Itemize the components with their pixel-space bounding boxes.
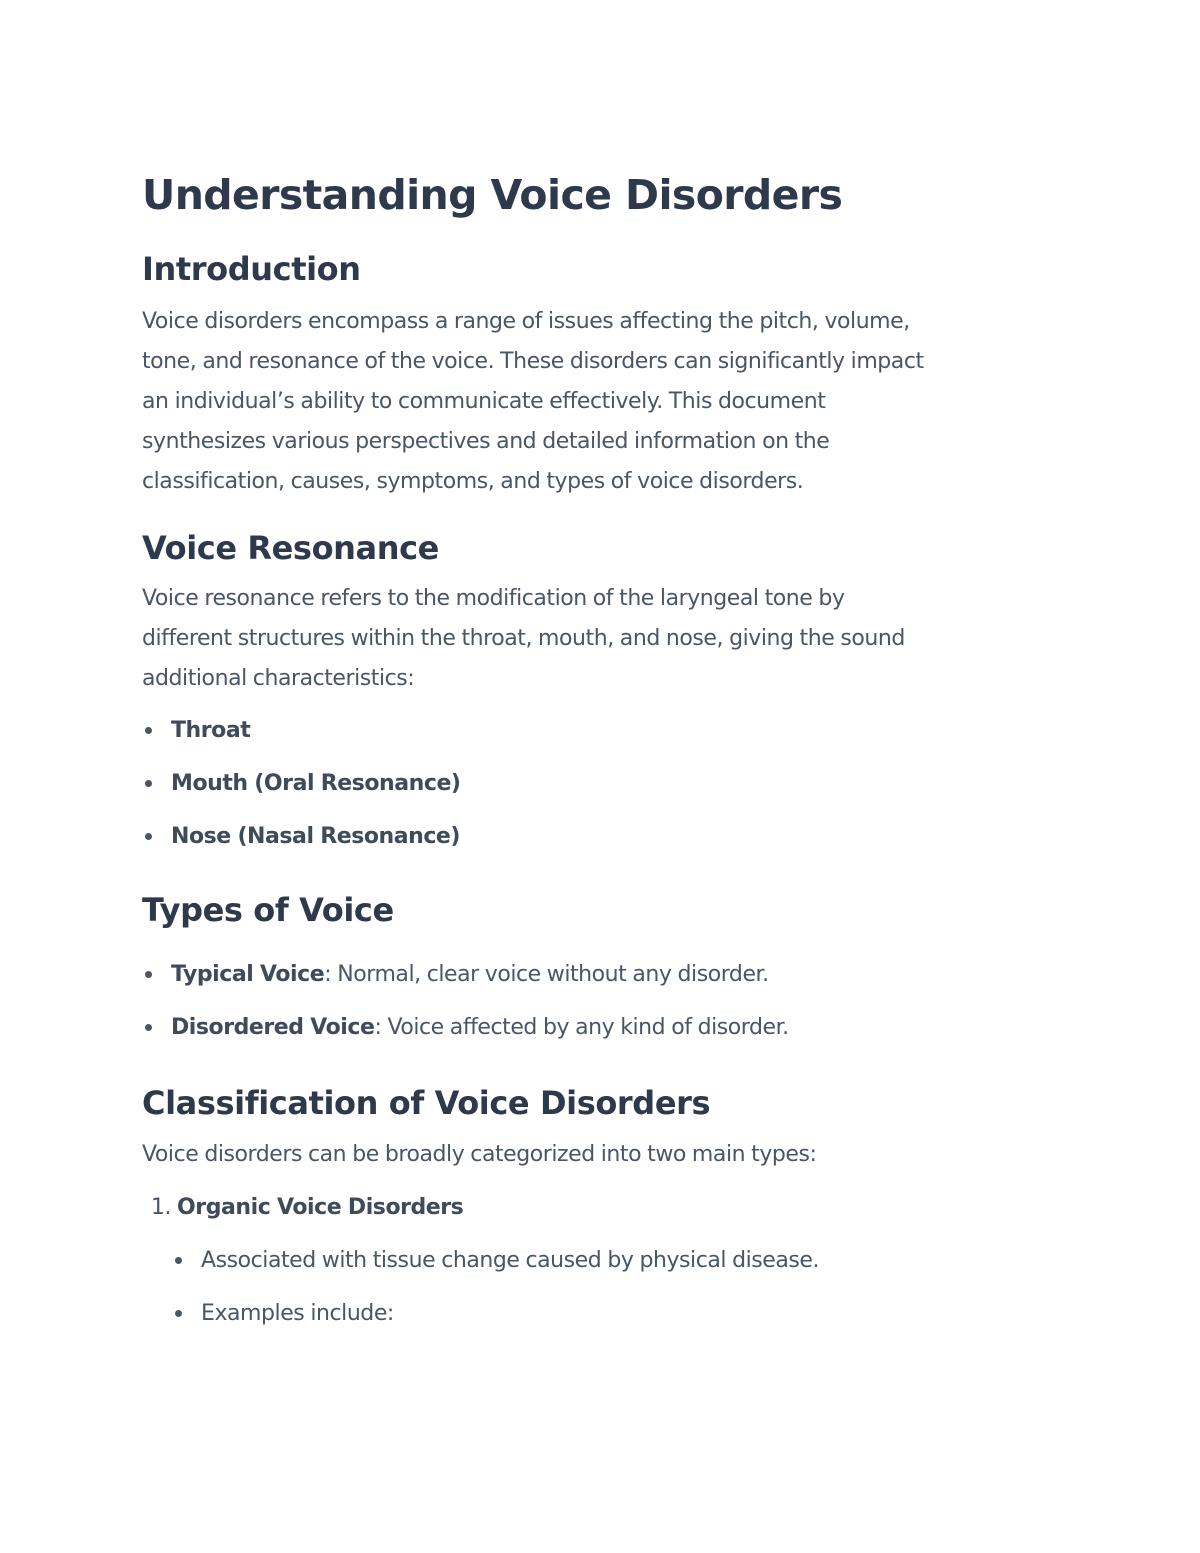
section-heading-classification: Classification of Voice Disorders [142, 1084, 711, 1122]
paragraph-line: synthesizes various perspectives and detailed information on the [142, 429, 830, 454]
list-item [142, 1001, 1062, 1054]
paragraph-line: classification, causes, symptoms, and types of voice disorders. [142, 469, 804, 494]
classification-list [142, 1181, 1062, 1340]
list-item [142, 704, 1062, 757]
list-item-description: : Voice affected by any kind of disorder. [374, 1015, 789, 1040]
section-heading-voice-resonance: Voice Resonance [142, 529, 439, 567]
list-item-term: Mouth (Oral Resonance) [171, 771, 461, 796]
voice-resonance-paragraph [142, 579, 1062, 699]
paragraph-line: additional characteristics: [142, 666, 415, 691]
resonance-list [142, 704, 1062, 863]
list-item-term: Disordered Voice [171, 1015, 375, 1040]
section-heading-introduction: Introduction [142, 250, 361, 288]
paragraph-line: tone, and resonance of the voice. These disorders can significantly impact [142, 349, 924, 374]
list-item: Associated with tissue change caused by physical disease. [172, 1234, 1062, 1287]
list-number: 1. [150, 1195, 171, 1220]
list-item [142, 757, 1062, 810]
list-item-term: Nose (Nasal Resonance) [171, 824, 461, 849]
list-item: Examples include: [172, 1287, 1062, 1340]
section-heading-types-of-voice: Types of Voice [142, 891, 394, 929]
paragraph-line: different structures within the throat, mouth, and nose, giving the sound [142, 626, 905, 651]
list-item-term: Throat [171, 718, 251, 743]
paragraph-line: Voice disorders encompass a range of issues affecting the pitch, volume, [142, 309, 910, 334]
voice-types-list [142, 948, 1062, 1054]
introduction-paragraph [142, 302, 1062, 502]
classification-paragraph: Voice disorders can be broadly categorized into two main types: [142, 1142, 817, 1167]
nested-list-container [142, 1234, 1062, 1340]
nested-list [172, 1234, 1062, 1340]
list-item [142, 948, 1062, 1001]
list-item [142, 810, 1062, 863]
list-item-title: Organic Voice Disorders [177, 1195, 464, 1220]
list-item-description: : Normal, clear voice without any disorder. [324, 962, 769, 987]
document-page [142, 160, 1062, 1340]
paragraph-line: an individual’s ability to communicate effectively. This document [142, 389, 826, 414]
page-title: Understanding Voice Disorders [142, 171, 843, 219]
numbered-list-item [142, 1181, 1062, 1234]
list-item-term: Typical Voice [171, 962, 325, 987]
paragraph-line: Voice resonance refers to the modification of the laryngeal tone by [142, 586, 845, 611]
